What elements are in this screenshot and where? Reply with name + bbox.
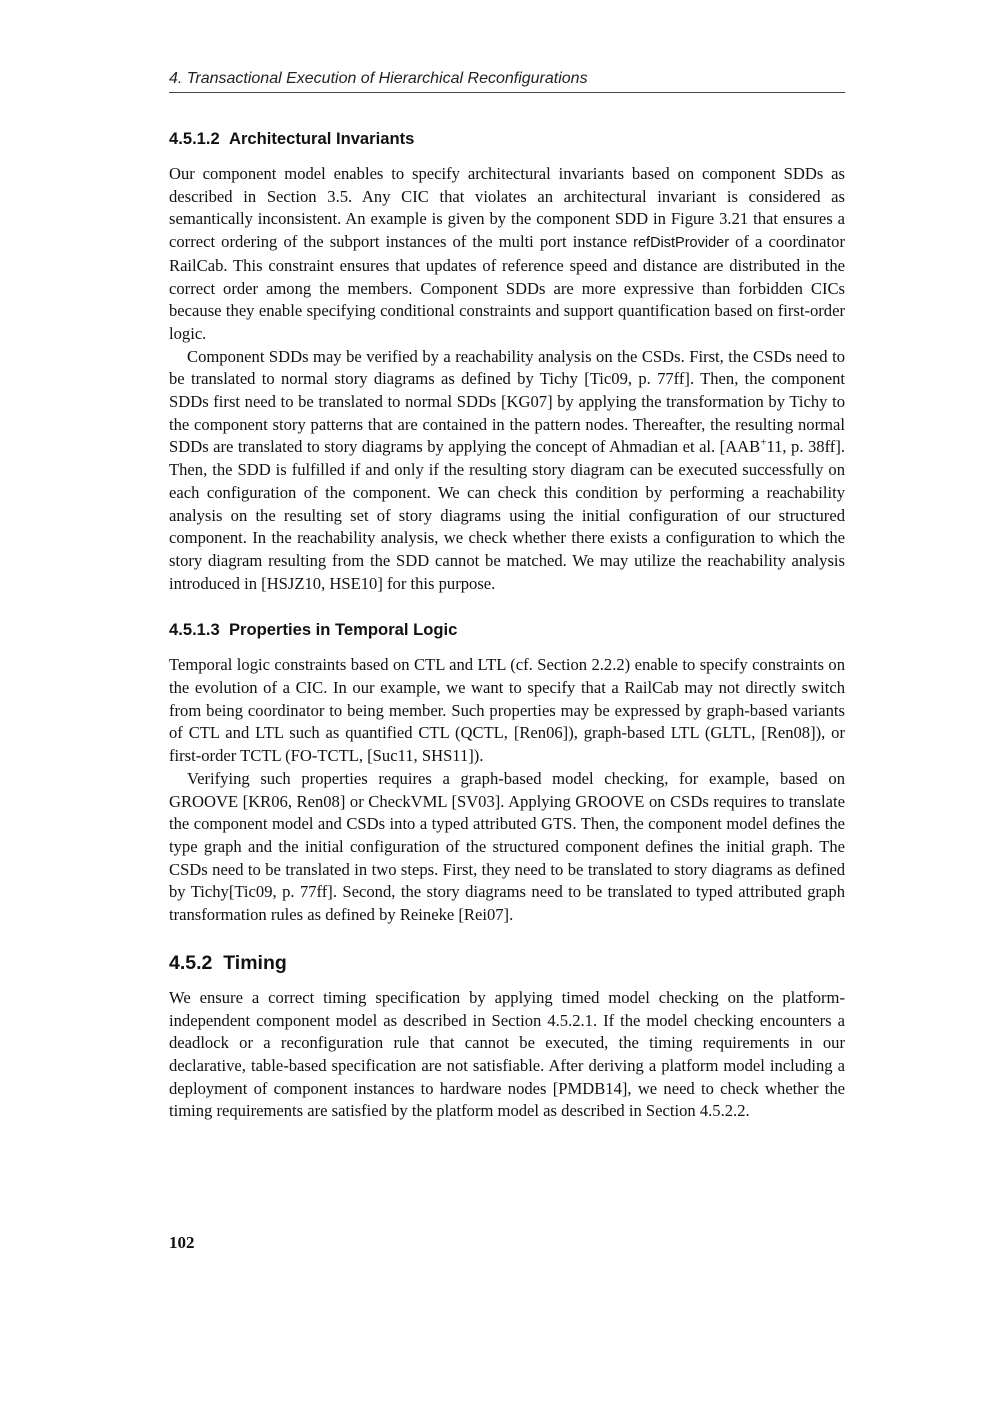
code-identifier: refDistProvider [633,235,730,252]
paragraph-temporal-logic-1: Temporal logic constraints based on CTL and LTL (cf. Section 2.2.2) enable to specify constraints on the evolution of a CIC. In our example, we want to specify that a RailCab may not directly switch from being coordinator to being member. Such properties may be expressed by graph-based variants of CTL and LTL such as quantified CTL (QCTL, [Ren06]), graph-based LTL (GLTL, [Ren08]), or first-order TCTL (FO-TCTL, [Suc11, SHS11]). [169,655,845,766]
section-number: 4.5.2 [169,951,213,974]
paragraph-temporal-logic-2: Verifying such properties requires a graph-based model checking, for example, based on GROOVE [KR06, Ren08] or CheckVML [SV03]. Applying GROOVE on CSDs requires to translate the component model and CSDs into a typed attributed GTS. Then, the component model defines the type graph and the initial configuration of the structured component defines the initial graph. The CSDs need to be translated in two steps. First, they need to be translated to story diagrams as defined by Tichy[Tic09, p. 77ff]. Second, the story diagrams need to be translated to typed attributed graph transformation rules as defined by Reineke [Rei07]. [169,768,845,925]
citation-superscript: + [760,436,767,449]
section-heading-4-5-1-3 [169,619,845,641]
paragraph-architectural-invariants-1 [169,163,845,346]
paragraph-text: Our component model enables to specify architectural invariants based on component SDDs as described in Section 3.5. Any CIC that violates an architectural invariant is considered as semantically inconsistent. An example is given by the component SDD in Figure 3.21 that ensures a correct ordering of the subport instances of the multi port instance [169,164,845,252]
paragraph-text: 11, p. 38ff]. Then, the SDD is fulfilled if and only if the resulting story diagram can be executed successfully on each configuration of the component. We can check this condition by performing a reachability analysis on the resulting set of story diagrams using the initial configuration of our structured component. In the reachability analysis, we check whether there exists a configuration to which the story diagram resulting from the SDD cannot be matched. We may utilize the reachability analysis introduced in [HSJZ10, HSE10] for this purpose. [169,437,845,593]
section-number: 4.5.1.2 [169,129,220,148]
paragraph-timing-1: We ensure a correct timing specification by applying timed model checking on the platform-independent component model as described in Section 4.5.2.1. If the model checking encounters a deadlock or a reconfiguration rule that cannot be executed, the timing requirements in our declarative, table-based specification are not satisfiable. After deriving a platform model including a deployment of component instances to hardware nodes [PMDB14], we need to check whether the timing requirements are satisfied by the platform model as described in Section 4.5.2.2. [169,987,845,1121]
paragraph-text: Component SDDs may be verified by a reachability analysis on the CSDs. First, the CSDs need to be translated to normal story diagrams as defined by Tichy [Tic09, p. 77ff]. Then, the component SDDs first need to be translated to normal SDDs [KG07] by applying the transformation by Tichy to the component story patterns that are contained in the pattern nodes. Thereafter, the resulting normal SDDs are translated to story diagrams by applying the concept of Ahmadian et al. [AAB [169,346,845,457]
paragraph-text: of a coordinator RailCab. This constraint ensures that updates of reference speed and distance are distributed in the correct order among the members. Component SDDs are more expressive than forbidden CICs because they enable specifying conditional constraints and support quantification based on first-order logic. [169,232,845,343]
page-number: 102 [169,1233,195,1252]
section-title: Architectural Invariants [228,129,415,148]
section-heading-4-5-1-2 [169,128,845,150]
running-header: 4. Transactional Execution of Hierarchical Reconfigurations [169,70,845,93]
section-heading-4-5-2 [169,951,845,975]
paragraph-architectural-invariants-2 [169,346,845,596]
section-number: 4.5.1.3 [169,620,220,640]
section-title: Timing [223,951,287,974]
section-title: Properties in Temporal Logic [228,620,458,640]
page-body [169,128,845,1123]
